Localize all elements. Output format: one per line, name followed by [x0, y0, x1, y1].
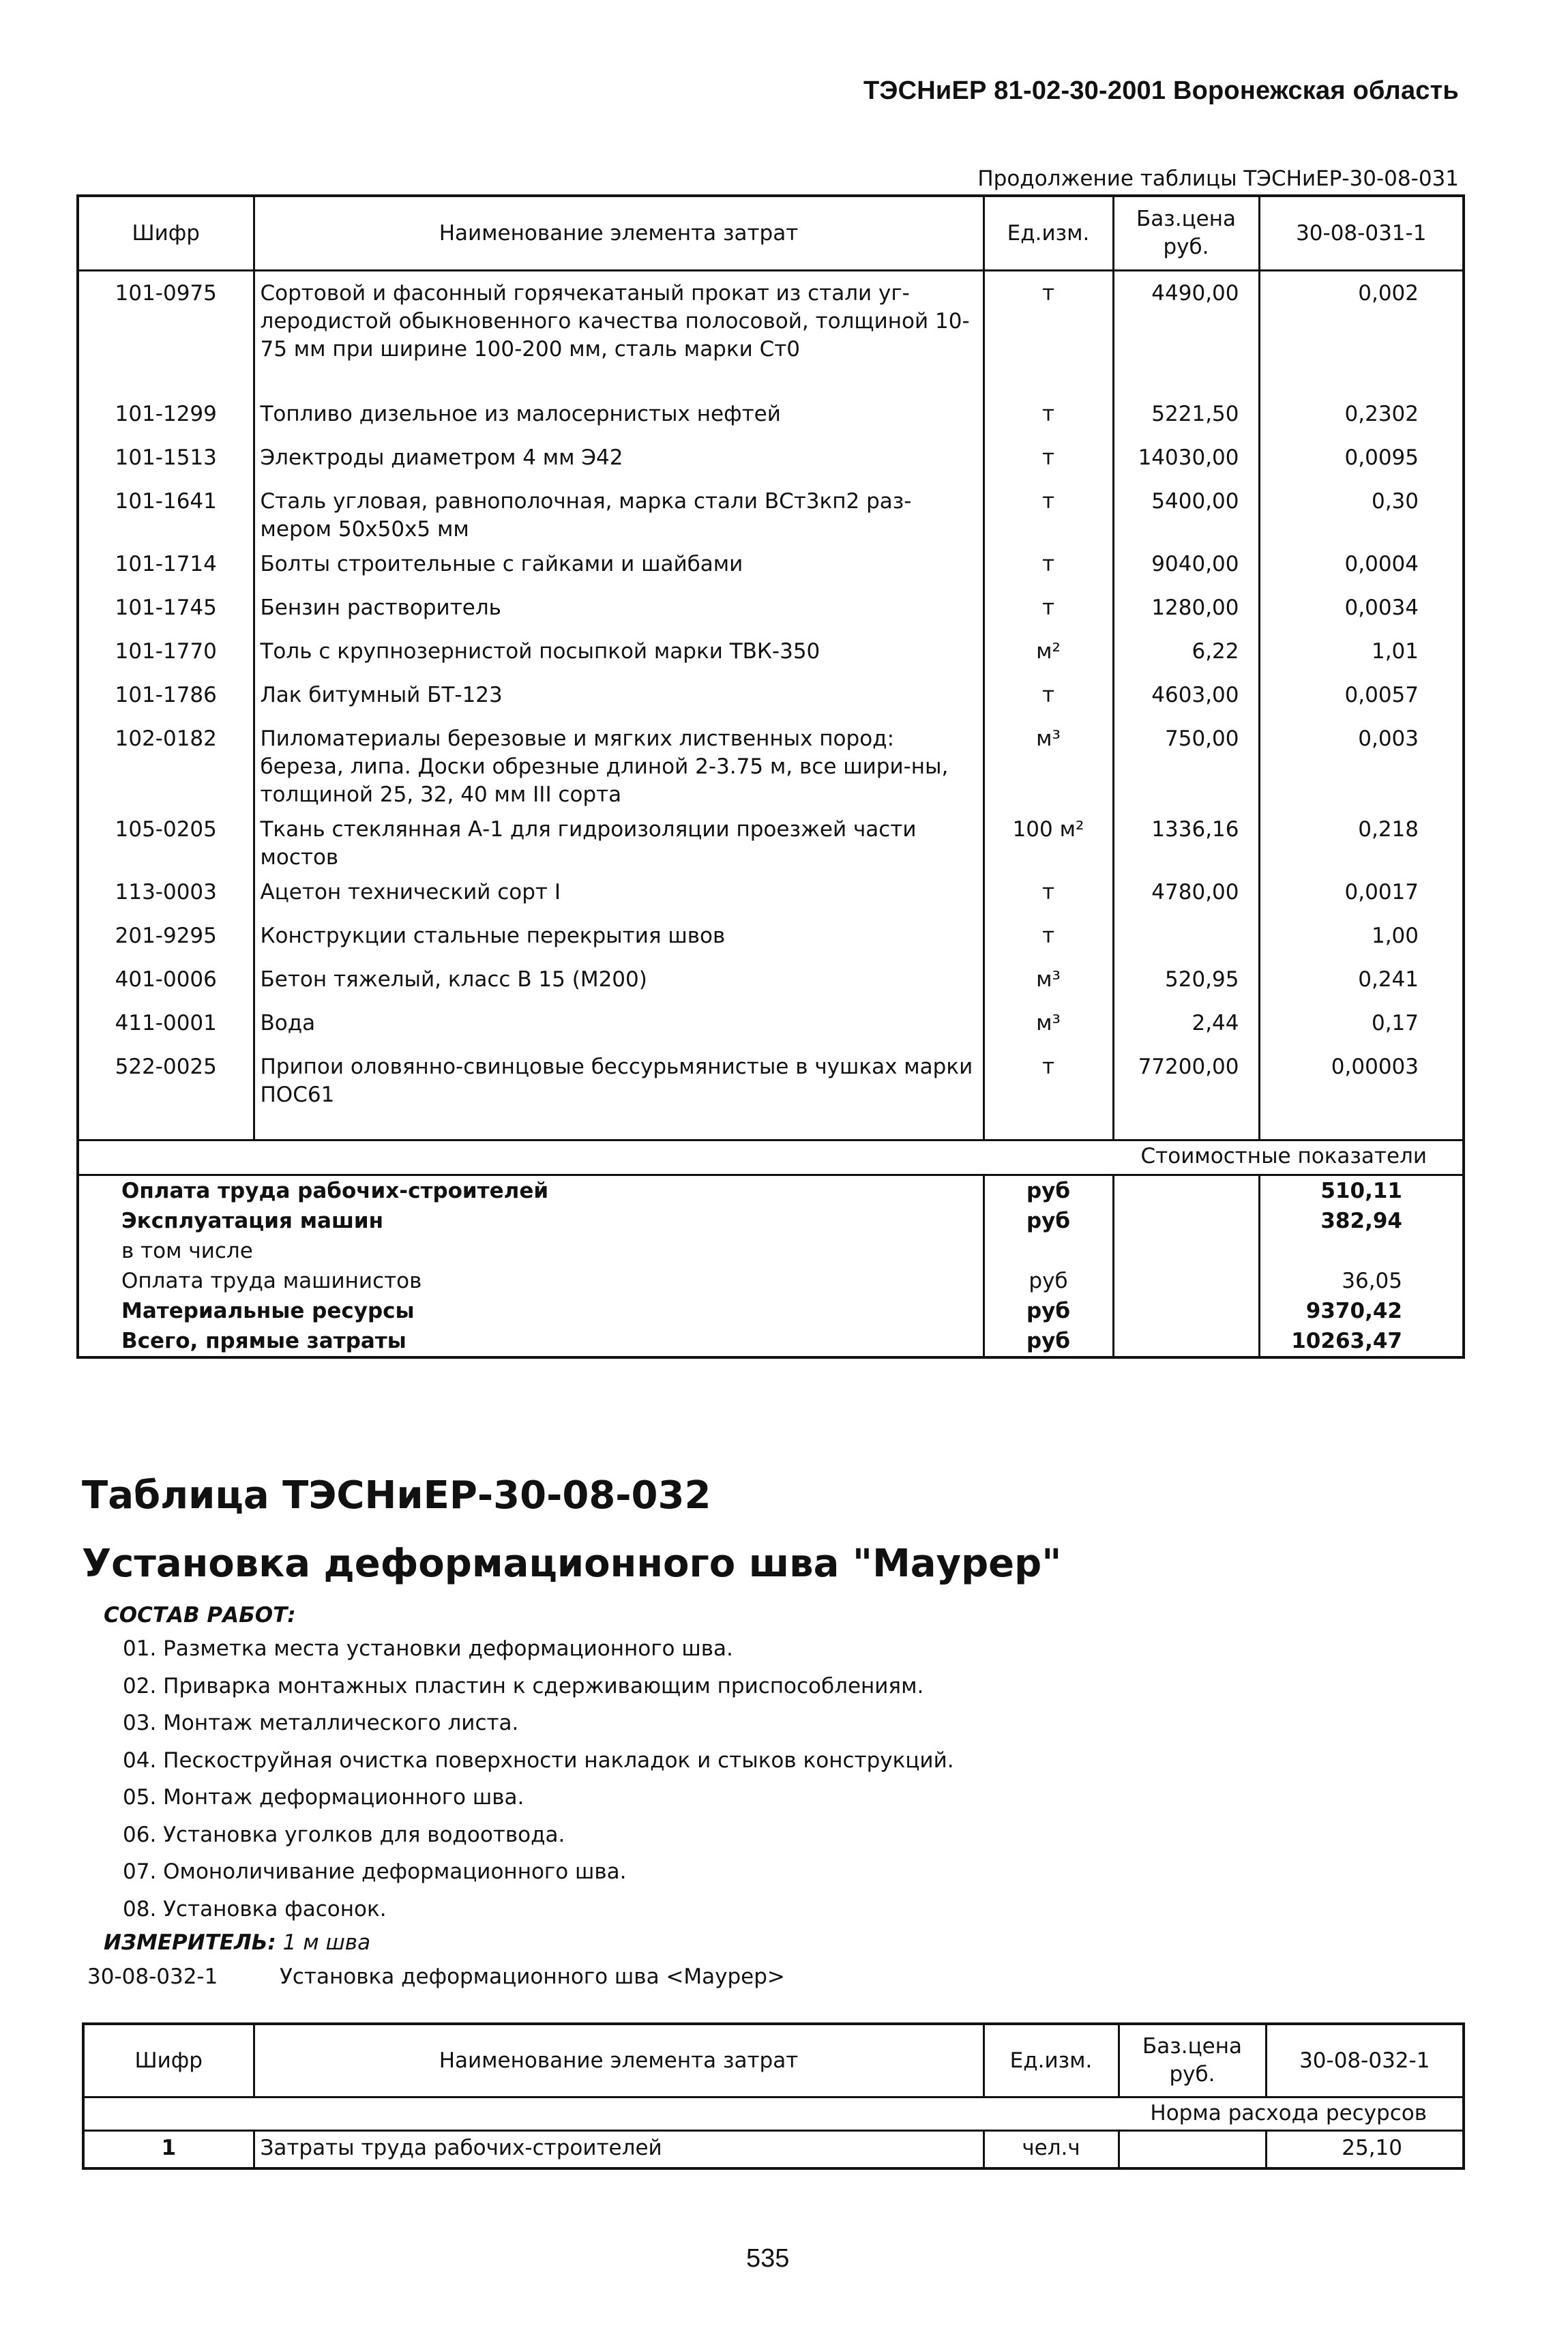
cell-name: Толь с крупнозернистой посыпкой марки ТВК-350 — [254, 631, 983, 675]
cost-label: Материальные ресурсы — [78, 1296, 983, 1326]
table-row — [78, 587, 1464, 631]
spacer-cell — [1259, 1109, 1464, 1140]
cost-label: Эксплуатация машин — [78, 1206, 983, 1236]
cell-unit: м² — [983, 631, 1113, 675]
cell-name: Лак битумный БТ-123 — [254, 675, 983, 718]
cell-name: Топливо дизельное из малосернистых нефтей — [254, 394, 983, 437]
cell-name: Вода — [254, 1003, 983, 1046]
cell-name: Бетон тяжелый, класс В 15 (М200) — [254, 959, 983, 1003]
cell-norm: 0,002 — [1259, 271, 1464, 364]
cost-value: 382,94 — [1259, 1206, 1464, 1236]
cell-name: Болты строительные с гайками и шайбами — [254, 544, 983, 587]
spacer-cell — [78, 1109, 254, 1140]
cell-unit: т — [983, 481, 1113, 544]
table-header-row — [83, 2024, 1464, 2097]
cell-price: 4490,00 — [1113, 271, 1259, 364]
cell-code: 101-1770 — [78, 631, 254, 675]
cost-empty — [1113, 1236, 1259, 1266]
table-row — [78, 718, 1464, 809]
cost-value — [1259, 1236, 1464, 1266]
norm-code: 30-08-032-1 — [87, 1964, 218, 1989]
spacer-cell — [983, 364, 1113, 394]
cost-empty — [1113, 1326, 1259, 1357]
cell-price: 6,22 — [1113, 631, 1259, 675]
table-row — [78, 1046, 1464, 1109]
cell-code: 201-9295 — [78, 915, 254, 959]
cost-unit: руб — [983, 1175, 1113, 1207]
col-header-name: Наименование элемента затрат — [254, 2024, 983, 2097]
work-item: 04. Пескоструйная очистка поверхности накладок и стыков конструкций. — [123, 1748, 954, 1773]
measure-label: ИЗМЕРИТЕЛЬ: — [104, 1930, 276, 1955]
cell-code: 101-1641 — [78, 481, 254, 544]
table-title: Таблица ТЭСНиЕР-30-08-032 — [82, 1473, 711, 1518]
cost-header-row — [78, 1140, 1464, 1175]
cost-empty — [1113, 1296, 1259, 1326]
cell-norm: 1,01 — [1259, 631, 1464, 675]
cell-price: 750,00 — [1113, 718, 1259, 809]
cell-code: 1 — [83, 2131, 254, 2169]
cell-unit: т — [983, 872, 1113, 915]
work-item: 08. Установка фасонок. — [123, 1896, 387, 1922]
cell-code: 522-0025 — [78, 1046, 254, 1109]
table-continuation-caption: Продолжение таблицы ТЭСНиЕР-30-08-031 — [977, 166, 1459, 191]
work-item: 06. Установка уголков для водоотвода. — [123, 1822, 565, 1847]
cell-name: Конструкции стальные перекрытия швов — [254, 915, 983, 959]
table-header-row — [78, 196, 1464, 271]
spacer-cell — [983, 1109, 1113, 1140]
cost-empty — [1113, 1206, 1259, 1236]
cell-norm: 0,0017 — [1259, 872, 1464, 915]
cost-unit: руб — [983, 1206, 1113, 1236]
cost-unit: руб — [983, 1326, 1113, 1357]
table-subtitle: Установка деформационного шва "Маурер" — [82, 1542, 1062, 1586]
cell-code: 101-1299 — [78, 394, 254, 437]
cell-price: 1336,16 — [1113, 809, 1259, 872]
cell-price: 14030,00 — [1113, 437, 1259, 481]
cell-norm: 0,00003 — [1259, 1046, 1464, 1109]
cell-name: Припои оловянно-свинцовые бессурьмянистые в чушках марки ПОС61 — [254, 1046, 983, 1109]
cell-unit: чел.ч — [983, 2131, 1119, 2169]
spacer-cell — [254, 364, 983, 394]
cost-label: в том числе — [78, 1236, 983, 1266]
cell-norm: 0,0095 — [1259, 437, 1464, 481]
measure-line — [104, 1930, 370, 1955]
cell-price: 1280,00 — [1113, 587, 1259, 631]
col-header-unit: Ед.изм. — [983, 196, 1113, 271]
cell-name: Бензин растворитель — [254, 587, 983, 631]
cell-norm: 0,17 — [1259, 1003, 1464, 1046]
work-item: 02. Приварка монтажных пластин к сдерживающим приспособлениям. — [123, 1673, 924, 1698]
cell-code: 401-0006 — [78, 959, 254, 1003]
cell-code: 411-0001 — [78, 1003, 254, 1046]
cell-norm: 0,241 — [1259, 959, 1464, 1003]
cell-unit: т — [983, 1046, 1113, 1109]
cost-label: Всего, прямые затраты — [78, 1326, 983, 1357]
cell-unit: м³ — [983, 959, 1113, 1003]
resource-table-30-08-031 — [76, 194, 1465, 1359]
cell-price: 77200,00 — [1113, 1046, 1259, 1109]
cost-empty — [1113, 1175, 1259, 1207]
cell-norm: 1,00 — [1259, 915, 1464, 959]
cell-price — [1113, 915, 1259, 959]
cell-norm: 0,0034 — [1259, 587, 1464, 631]
norm-name: Установка деформационного шва <Маурер> — [280, 1964, 785, 1989]
cost-unit — [983, 1236, 1113, 1266]
resource-table-30-08-032 — [82, 2022, 1465, 2170]
row-spacer — [78, 364, 1464, 394]
cell-price: 9040,00 — [1113, 544, 1259, 587]
norm-header: Норма расхода ресурсов — [83, 2097, 1464, 2131]
cell-norm: 25,10 — [1266, 2131, 1464, 2169]
table-row — [78, 437, 1464, 481]
cell-norm: 0,003 — [1259, 718, 1464, 809]
cell-code: 102-0182 — [78, 718, 254, 809]
cost-value: 10263,47 — [1259, 1326, 1464, 1357]
cell-unit: т — [983, 587, 1113, 631]
page-number: 535 — [746, 2244, 790, 2273]
page-header: ТЭСНиЕР 81-02-30-2001 Воронежская область — [863, 76, 1459, 105]
spacer-cell — [1113, 1109, 1259, 1140]
row-spacer — [78, 1109, 1464, 1140]
cell-name: Затраты труда рабочих-строителей — [254, 2131, 983, 2169]
table-row — [78, 959, 1464, 1003]
cell-unit: т — [983, 915, 1113, 959]
table-row — [78, 675, 1464, 718]
cell-norm: 0,30 — [1259, 481, 1464, 544]
cost-unit: руб — [983, 1266, 1113, 1296]
cell-name: Пиломатериалы березовые и мягких лиственных пород: береза, липа. Доски обрезные длиной 2-3.75 м, все шири-ны, толщиной 25, 32, 40 мм III сорта — [254, 718, 983, 809]
table-row — [78, 915, 1464, 959]
cell-code: 113-0003 — [78, 872, 254, 915]
cost-row — [78, 1296, 1464, 1326]
cost-label: Оплата труда машинистов — [78, 1266, 983, 1296]
cell-name: Сталь угловая, равнополочная, марка стали ВСт3кп2 раз-мером 50х50х5 мм — [254, 481, 983, 544]
cell-price: 4603,00 — [1113, 675, 1259, 718]
spacer-cell — [78, 364, 254, 394]
cell-unit: т — [983, 271, 1113, 364]
spacer-cell — [254, 1109, 983, 1140]
cost-row — [78, 1175, 1464, 1207]
cost-row — [78, 1236, 1464, 1266]
cell-name: Ацетон технический сорт I — [254, 872, 983, 915]
cell-price: 5400,00 — [1113, 481, 1259, 544]
spacer-cell — [1259, 364, 1464, 394]
cost-value: 510,11 — [1259, 1175, 1464, 1207]
table-row — [78, 394, 1464, 437]
spacer-cell — [1113, 364, 1259, 394]
cell-unit: м³ — [983, 1003, 1113, 1046]
cell-name: Электроды диаметром 4 мм Э42 — [254, 437, 983, 481]
works-list — [123, 1635, 954, 1932]
cell-price: 4780,00 — [1113, 872, 1259, 915]
work-item: 01. Разметка места установки деформационного шва. — [123, 1636, 733, 1661]
table-row — [78, 544, 1464, 587]
cell-name: Ткань стеклянная А-1 для гидроизоляции проезжей части мостов — [254, 809, 983, 872]
col-header-name: Наименование элемента затрат — [254, 196, 983, 271]
norm-line — [87, 1964, 785, 1989]
cost-row — [78, 1266, 1464, 1296]
work-item: 05. Монтаж деформационного шва. — [123, 1785, 524, 1810]
col-header-price: Баз.цена руб. — [1113, 196, 1259, 271]
table-row — [78, 271, 1464, 364]
cell-norm: 0,0004 — [1259, 544, 1464, 587]
cell-code: 105-0205 — [78, 809, 254, 872]
cost-value: 36,05 — [1259, 1266, 1464, 1296]
cell-code: 101-1513 — [78, 437, 254, 481]
cell-norm: 0,2302 — [1259, 394, 1464, 437]
col-header-norm: 30-08-032-1 — [1266, 2024, 1464, 2097]
measure-value: 1 м шва — [282, 1930, 371, 1955]
cell-code: 101-1714 — [78, 544, 254, 587]
cost-empty — [1113, 1266, 1259, 1296]
cell-name: Сортовой и фасонный горячекатаный прокат из стали уг-леродистой обыкновенного качества полосовой, толщиной 10-75 мм при ширине 100-200 мм, сталь марки Ст0 — [254, 271, 983, 364]
cell-code: 101-1745 — [78, 587, 254, 631]
work-item: 07. Омоноличивание деформационного шва. — [123, 1859, 627, 1884]
cell-price: 5221,50 — [1113, 394, 1259, 437]
col-header-code: Шифр — [83, 2024, 254, 2097]
cell-unit: т — [983, 437, 1113, 481]
table-row — [83, 2131, 1464, 2169]
cell-code: 101-1786 — [78, 675, 254, 718]
cell-unit: м³ — [983, 718, 1113, 809]
cost-header: Стоимостные показатели — [78, 1140, 1464, 1175]
cost-row — [78, 1326, 1464, 1357]
cell-unit: т — [983, 394, 1113, 437]
cell-unit: т — [983, 675, 1113, 718]
cell-norm: 0,0057 — [1259, 675, 1464, 718]
col-header-unit: Ед.изм. — [983, 2024, 1119, 2097]
col-header-price: Баз.цена руб. — [1119, 2024, 1266, 2097]
table-row — [78, 1003, 1464, 1046]
cell-unit: 100 м² — [983, 809, 1113, 872]
cost-unit: руб — [983, 1296, 1113, 1326]
cost-row — [78, 1206, 1464, 1236]
cell-price: 520,95 — [1113, 959, 1259, 1003]
col-header-norm: 30-08-031-1 — [1259, 196, 1464, 271]
table-row — [78, 631, 1464, 675]
cost-value: 9370,42 — [1259, 1296, 1464, 1326]
cell-code: 101-0975 — [78, 271, 254, 364]
cell-norm: 0,218 — [1259, 809, 1464, 872]
cell-unit: т — [983, 544, 1113, 587]
cost-label: Оплата труда рабочих-строителей — [78, 1175, 983, 1207]
cell-price — [1119, 2131, 1266, 2169]
col-header-code: Шифр — [78, 196, 254, 271]
cell-price: 2,44 — [1113, 1003, 1259, 1046]
work-item: 03. Монтаж металлического листа. — [123, 1711, 519, 1735]
norm-header-row — [83, 2097, 1464, 2131]
table-row — [78, 809, 1464, 872]
works-composition-label: СОСТАВ РАБОТ: — [104, 1603, 296, 1628]
table-row — [78, 481, 1464, 544]
table-row — [78, 872, 1464, 915]
